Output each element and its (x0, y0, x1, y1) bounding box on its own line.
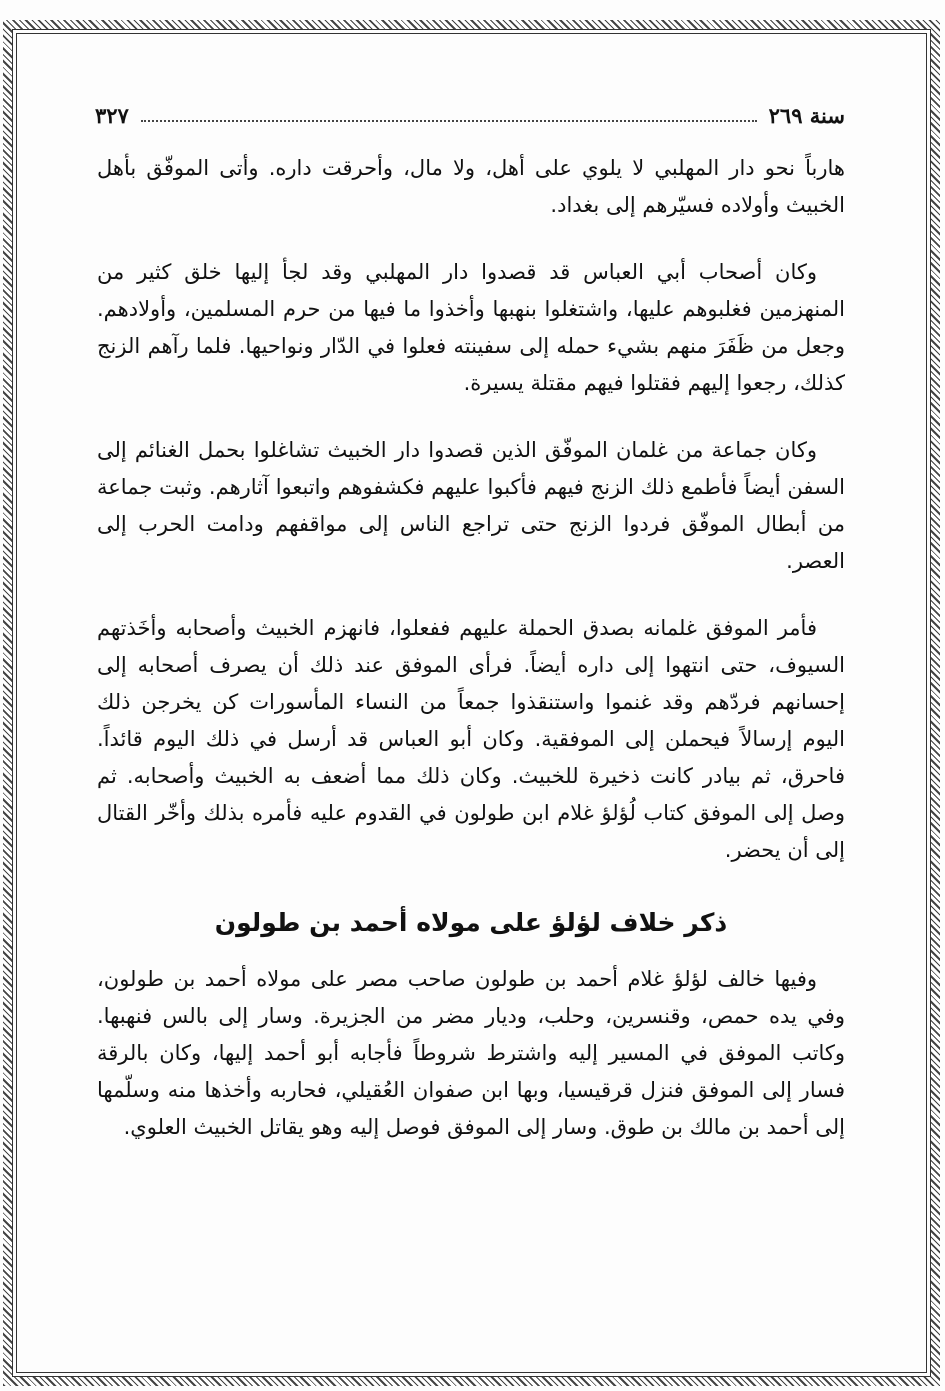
dotted-leader (141, 120, 757, 122)
paragraph: وفيها خالف لؤلؤ غلام أحمد بن طولون صاحب مصر على مولاه أحمد بن طولون، وفي يده حمص، وقنسرين، وحلب، وديار مضر من الجزيرة. وسار إلى بالس فنهبها. وكاتب الموفق في المسير إليه واشترط شروطاً فأجابه أبو أحمد إليها، وكان بالرقة فسار إلى الموفق فنزل قرقيسيا، وبها ابن صفوان العُقيلي، فحاربه وأخذها منه وسلّمها إلى أحمد بن مالك بن طوق. وسار إلى الموفق فوصل إليه وهو يقاتل الخبيث العلوي. (97, 967, 845, 1139)
paragraph: فأمر الموفق غلمانه بصدق الحملة عليهم ففعلوا، فانهزم الخبيث وأصحابه وأخَذتهم السيوف، حتى انتهوا إلى داره أيضاً. فرأى الموفق عند ذلك أن يصرف أصحابه إلى إحسانهم فردّهم وقد غنموا واستنقذوا جمعاً من النساء المأسورات كن يخرجن ذلك اليوم إرسالاً فيحملن إلى الموفقية. وكان أبو العباس قد أرسل في ذلك اليوم قائداً. فاحرق، ثم بيادر كانت ذخيرة للخبيث. وكان ذلك مما أضعف به الخبيث وأصحابه. ثم وصل إلى الموفق كتاب لُؤلؤ غلام ابن طولون في القدوم عليه فأمره بذلك وأخّر القتال إلى أن يحضر. (97, 616, 845, 862)
paragraph: هارباً نحو دار المهلبي لا يلوي على أهل، ولا مال، وأحرقت داره. وأتى الموفّق بأهل الخبيث وأولاده فسيّرهم إلى بغداد. (97, 156, 845, 217)
section-heading: ذكر خلاف لؤلؤ على مولاه أحمد بن طولون (214, 908, 728, 937)
page-number: ٣٢٧ (95, 102, 129, 128)
running-header (95, 98, 845, 132)
header-year: سنة ٢٦٩ (768, 102, 845, 128)
paragraph: وكان أصحاب أبي العباس قد قصدوا دار المهلبي وقد لجأ إليها خلق كثير من المنهزمين فغلبوهم عليها، واشتغلوا بنهبها وأخذوا ما فيها من حرم المسلمين، وأولادهم. وجعل من ظَفَرَ منهم بشيء حمله إلى سفينته فعلوا في الدّار ونواحيها. فلما رآهم الزنج كذلك، رجعوا إليهم فقتلوا فيهم مقتلة يسيرة. (97, 260, 845, 395)
paragraph: وكان جماعة من غلمان الموفّق الذين قصدوا دار الخبيث تشاغلوا بحمل الغنائم إلى السفن أيضاً فأطمع ذلك الزنج فيهم فأكبوا عليهم فكشفوهم واتبعوا آثارهم. وثبت جماعة من أبطال الموفّق فردوا الزنج حتى تراجع الناس إلى مواقفهم ودامت الحرب إلى العصر. (97, 438, 845, 573)
page-body (97, 150, 845, 1176)
